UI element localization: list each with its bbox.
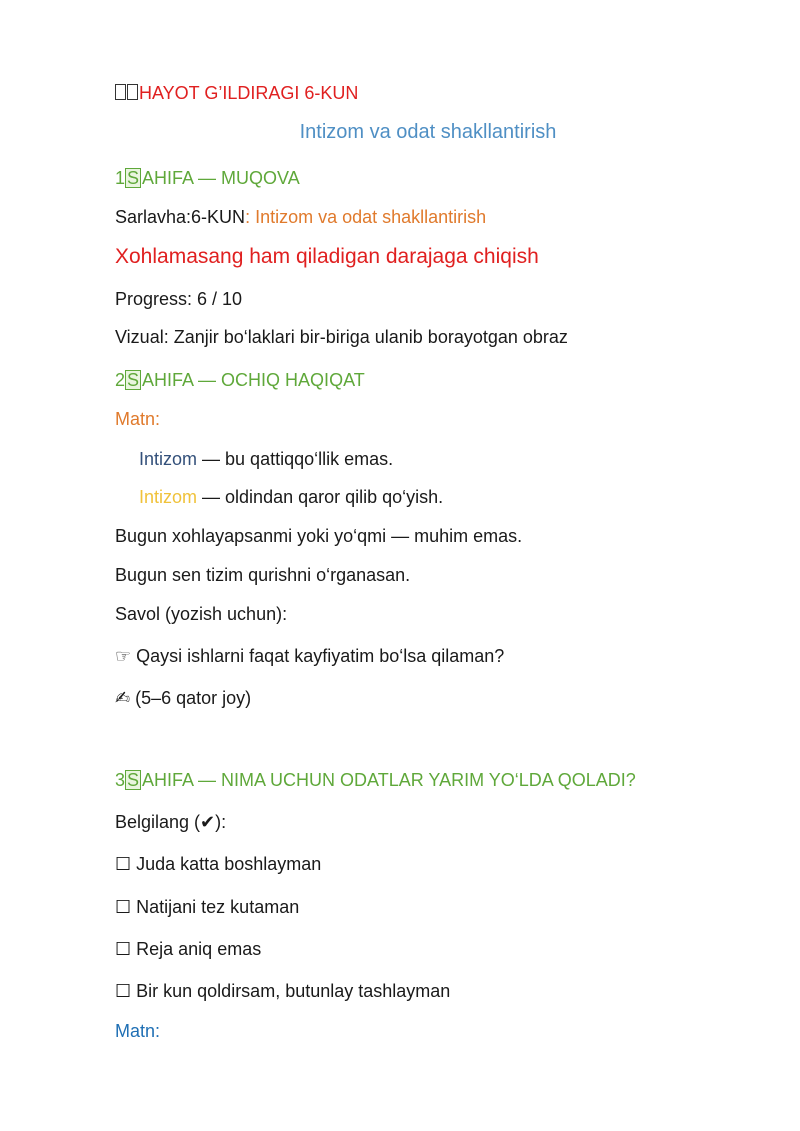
header-line xyxy=(115,82,358,104)
section-heading-page1 xyxy=(115,167,300,189)
statement-text: — bu qattiqqo‘llik emas. xyxy=(197,449,394,469)
slogan: Xohlamasang ham qiladigan darajaga chiqish xyxy=(115,245,539,268)
mark-label: Belgilang (✔): xyxy=(115,812,227,832)
section-number: 3 xyxy=(115,770,126,790)
header-title: HAYOT G’ILDIRAGI 6-KUN xyxy=(139,83,359,103)
title-label: Sarlavha:6-KUN xyxy=(115,207,246,227)
matn-label: Matn: xyxy=(115,1021,161,1041)
title-line xyxy=(115,206,486,228)
section-number: 1 xyxy=(115,168,126,188)
section-number: 2 xyxy=(115,370,126,390)
progress-text: Progress: 6 / 10 xyxy=(115,289,243,309)
section-heading-text: AHIFA — OCHIQ HAQIQAT xyxy=(142,370,365,390)
statement-line-1 xyxy=(139,448,393,470)
s-letter-box: S xyxy=(127,370,140,390)
title-value: : Intizom va odat shakllantirish xyxy=(245,207,487,227)
s-letter-box: S xyxy=(127,770,140,790)
s-letter-box: S xyxy=(127,168,140,188)
section-heading-page3 xyxy=(115,769,636,791)
checkbox-option[interactable]: ☐ Juda katta boshlayman xyxy=(115,854,322,874)
missing-glyph-icon xyxy=(115,84,126,100)
section-heading-page2 xyxy=(115,369,365,391)
matn-label: Matn: xyxy=(115,409,161,429)
statement-line-2 xyxy=(139,486,443,508)
checkbox-option[interactable]: ☐ Reja aniq emas xyxy=(115,939,262,959)
missing-glyph-icon xyxy=(127,84,138,100)
highlight-word: Intizom xyxy=(139,487,198,507)
highlight-word: Intizom xyxy=(139,449,198,469)
section-heading-text: AHIFA — NIMA UCHUN ODATLAR YARIM YO‘LDA QOLADI? xyxy=(142,770,636,790)
checkbox-option[interactable]: ☐ Natijani tez kutaman xyxy=(115,897,300,917)
section-heading-text: AHIFA — MUQOVA xyxy=(142,168,300,188)
document-subtitle: Intizom va odat shakllantirish xyxy=(299,121,557,143)
question-text: ☞ Qaysi ishlarni faqat kayfiyatim bo‘lsa qilaman? xyxy=(115,646,505,666)
statement-line-4: Bugun sen tizim qurishni o‘rganasan. xyxy=(115,565,411,585)
visual-description: Vizual: Zanjir bo‘laklari bir-biriga ulanib borayotgan obraz xyxy=(115,327,568,347)
statement-line-3: Bugun xohlayapsanmi yoki yo‘qmi — muhim emas. xyxy=(115,526,523,546)
checkbox-option[interactable]: ☐ Bir kun qoldirsam, butunlay tashlayman xyxy=(115,981,451,1001)
statement-text: — oldindan qaror qilib qo‘yish. xyxy=(197,487,444,507)
question-label: Savol (yozish uchun): xyxy=(115,604,288,624)
answer-space-note: ✍ (5–6 qator joy) xyxy=(115,688,252,708)
